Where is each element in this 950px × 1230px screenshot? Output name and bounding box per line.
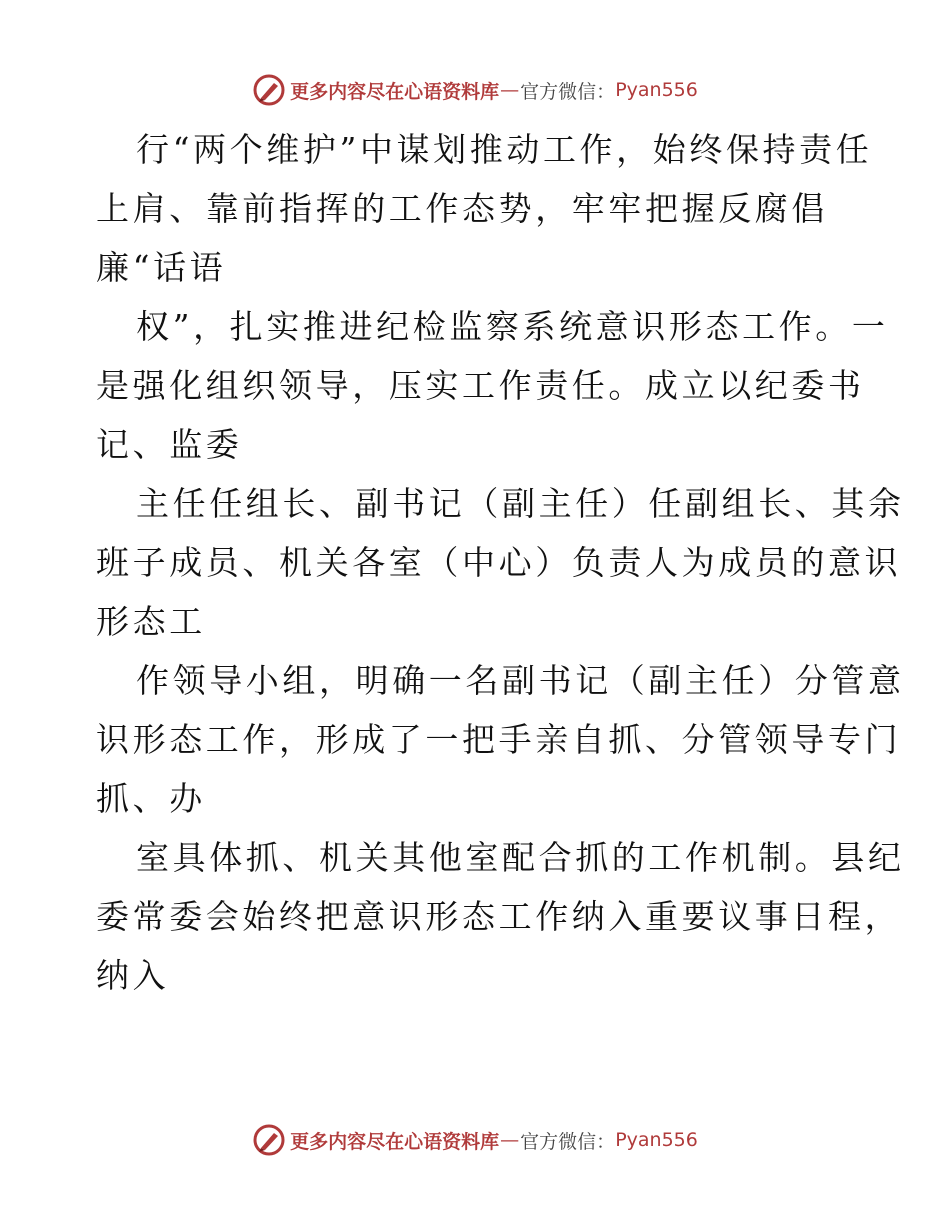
banner-dash: — — [500, 79, 520, 101]
banner-title: 更多内容尽在心语资料库 — [290, 80, 500, 103]
text-line: 纳入 — [96, 956, 170, 995]
document-body — [96, 120, 905, 1005]
banner-title: 更多内容尽在心语资料库 — [290, 1130, 500, 1153]
banner-wechat-id: Pyan556 — [615, 1129, 698, 1151]
text-line: 主任任组长、副书记（副主任）任副组长、其余 — [136, 484, 905, 523]
banner-wechat-label: 官方微信： — [520, 1130, 616, 1153]
text-line: 上肩、靠前指挥的工作态势，牢牢把握反腐倡 — [96, 189, 828, 228]
banner-dash: — — [500, 1129, 520, 1151]
text-line: 委常委会始终把意识形态工作纳入重要议事日程， — [96, 897, 902, 936]
text-line: 作领导小组，明确一名副书记（副主任）分管意 — [136, 661, 905, 700]
text-line: 是强化组织领导，压实工作责任。成立以纪委书 — [96, 366, 865, 405]
text-line: 识形态工作，形成了一把手亲自抓、分管领导专门 — [96, 720, 902, 759]
footer-banner — [0, 1120, 950, 1160]
paragraph — [96, 297, 889, 474]
text-line: 权”，扎实推进纪检监察系统意识形态工作。一 — [136, 307, 889, 346]
text-line: 抓、办 — [96, 779, 206, 818]
banner-wechat-label: 官方微信： — [520, 80, 616, 103]
text-line: 形态工 — [96, 602, 206, 641]
header-banner — [0, 70, 950, 110]
banner-wechat-id: Pyan556 — [615, 79, 698, 101]
paragraph — [96, 120, 873, 297]
text-line: 室具体抓、机关其他室配合抓的工作机制。县纪 — [136, 838, 905, 877]
paragraph — [96, 828, 905, 1005]
text-line: 班子成员、机关各室（中心）负责人为成员的意识 — [96, 543, 902, 582]
text-line: 廉“话语 — [96, 248, 227, 287]
text-line: 记、监委 — [96, 425, 243, 464]
pen-logo-icon — [252, 73, 286, 107]
pen-logo-icon — [252, 1123, 286, 1157]
paragraph — [96, 474, 905, 651]
paragraph — [96, 651, 905, 828]
text-line: 行“两个维护”中谋划推动工作，始终保持责任 — [136, 130, 873, 169]
